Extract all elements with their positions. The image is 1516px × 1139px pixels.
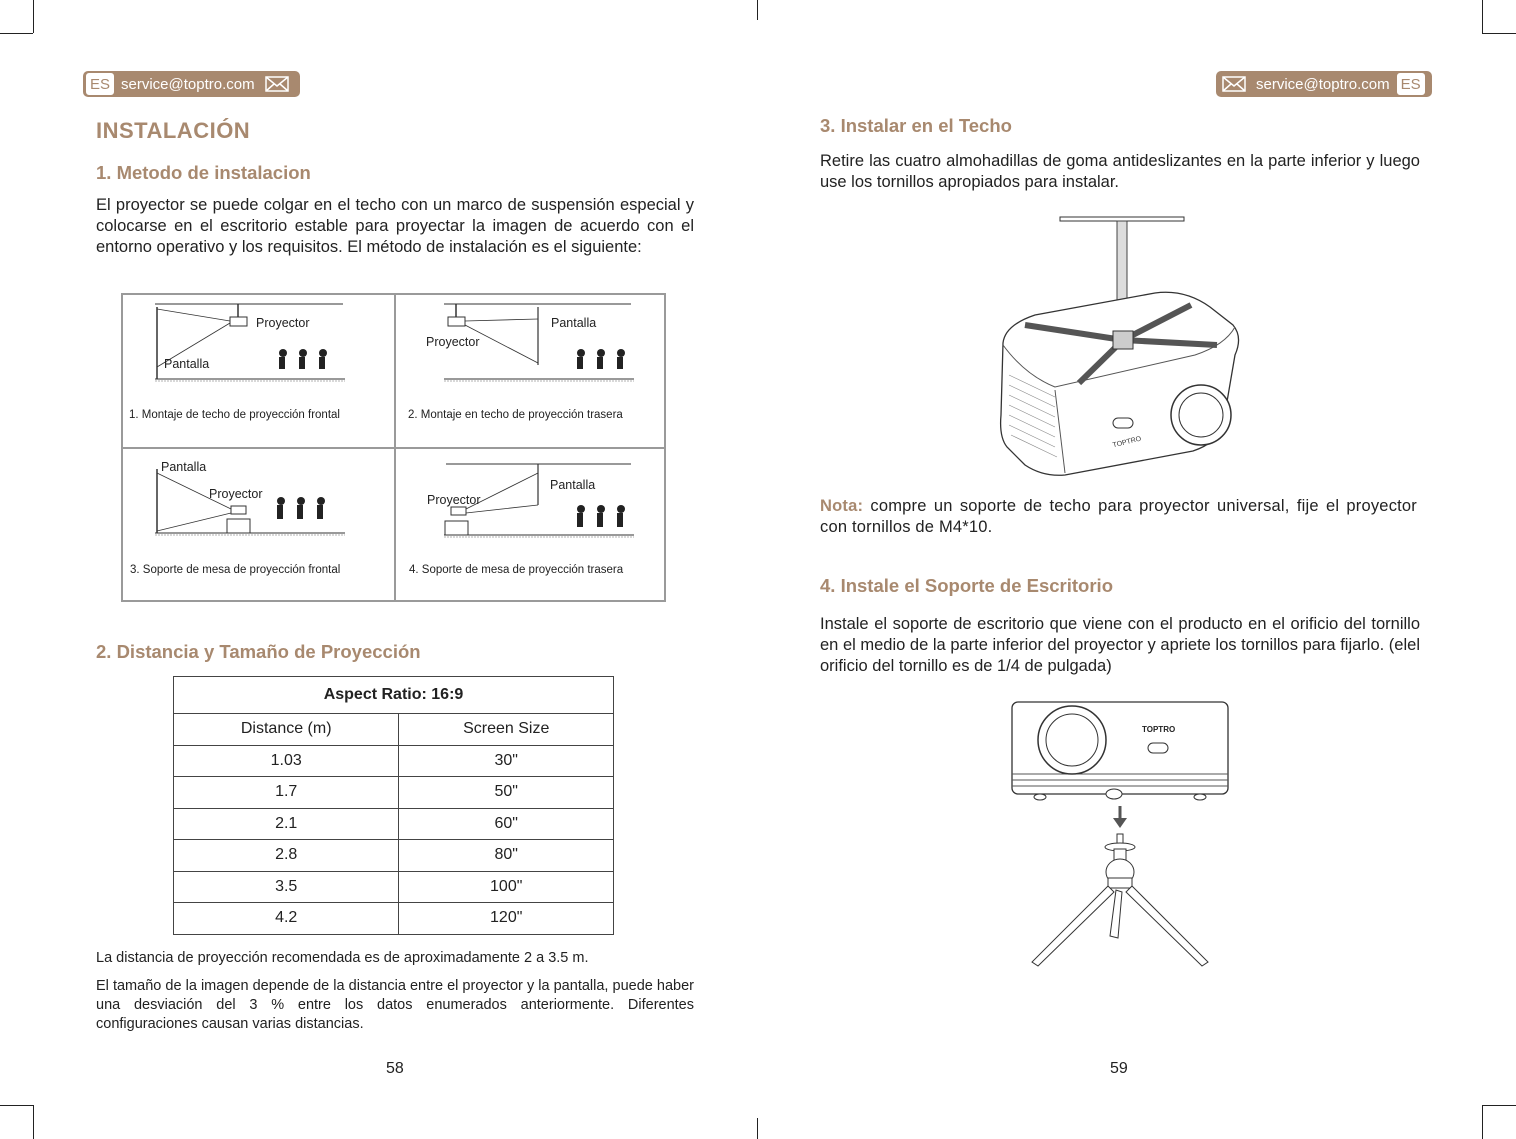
method-paragraph: El proyector se puede colgar en el techo con un marco de suspensión especial y colocarse en el escritorio estable para proyectar la imagen de acuerdo con el entorno operativo y los requisitos. El método de instalación es el siguiente: [96, 196, 694, 256]
support-email[interactable]: service@toptro.com [121, 75, 255, 93]
header-email-badge-left [83, 71, 300, 97]
table-row [174, 777, 614, 809]
page-number-left: 58 [386, 1060, 404, 1077]
diagram-table-rear [396, 449, 666, 601]
crop-mark [1482, 0, 1483, 33]
recommended-distance-note: La distancia de proyección recomendada es de aproximadamente 2 a 3.5 m. [96, 950, 589, 966]
brand-mark: TOPTRO [1142, 725, 1176, 734]
crop-mark [33, 0, 34, 33]
crop-mark [1482, 1105, 1516, 1106]
column-header-screen-size: Screen Size [399, 714, 614, 746]
diagram-caption: 4. Soporte de mesa de proyección trasera [409, 564, 624, 576]
distance-size-table [173, 676, 614, 935]
distance-cell: 2.8 [174, 840, 399, 872]
column-header-distance: Distance (m) [174, 714, 399, 746]
section-heading-desk: 4. Instale el Soporte de Escritorio [820, 575, 1114, 596]
desk-paragraph: Instale el soporte de escritorio que viene con el producto en el orificio del tornillo en el medio de la parte inferior del proyector y apriete los tornillos para fijarlo. (elel orificio del tornillo es de 1/4 de pulgada) [820, 615, 1420, 675]
table-title: Aspect Ratio: 16:9 [174, 677, 614, 714]
envelope-icon [265, 76, 289, 92]
ceiling-paragraph: Retire las cuatro almohadillas de goma antideslizantes en la parte inferior y luego use los tornillos apropiados para instalar. [820, 152, 1420, 191]
crop-mark [33, 1105, 34, 1139]
diagram-caption: 2. Montaje en techo de proyección trasera [408, 409, 623, 421]
note-text: compre un soporte de techo para proyector universal, fije el proyector con tornillos de M4*10. [820, 497, 1417, 536]
ceiling-note [820, 496, 1417, 538]
size-cell: 80" [399, 840, 614, 872]
section-heading-method: 1. Metodo de instalacion [96, 162, 311, 183]
screen-label: Pantalla [550, 478, 596, 492]
diagram-ceiling-front [123, 295, 393, 447]
distance-cell: 1.7 [174, 777, 399, 809]
page-title: INSTALACIÓN [96, 118, 251, 143]
language-badge: ES [1396, 72, 1426, 96]
table-row [174, 745, 614, 777]
ceiling-mount-illustration [995, 215, 1245, 477]
screen-label: Pantalla [551, 316, 597, 330]
size-cell: 100" [399, 871, 614, 903]
size-cell: 30" [399, 745, 614, 777]
envelope-icon [1222, 76, 1246, 92]
support-email[interactable]: service@toptro.com [1256, 75, 1390, 93]
desk-stand-illustration [1010, 700, 1230, 972]
page-number-right: 59 [1110, 1060, 1128, 1077]
crop-mark [1482, 33, 1516, 34]
table-row [174, 808, 614, 840]
section-heading-ceiling: 3. Instalar en el Techo [820, 115, 1012, 136]
diagram-caption: 1. Montaje de techo de proyección frontal [129, 409, 340, 421]
section-heading-distance: 2. Distancia y Tamaño de Proyección [96, 641, 421, 662]
table-rear-illustration [396, 449, 666, 601]
language-badge: ES [85, 72, 115, 96]
crop-mark [1482, 1105, 1483, 1139]
distance-cell: 3.5 [174, 871, 399, 903]
screen-label: Pantalla [161, 460, 207, 474]
diagram-ceiling-rear [396, 295, 666, 447]
crop-mark [0, 33, 33, 34]
crop-mark [0, 1105, 33, 1106]
distance-cell: 4.2 [174, 903, 399, 935]
svg-text:TOPTRO: TOPTRO [1112, 435, 1142, 450]
projector-label: Proyector [427, 493, 481, 507]
diagram-caption: 3. Soporte de mesa de proyección frontal [130, 564, 341, 576]
screen-label: Pantalla [164, 357, 210, 371]
size-cell: 120" [399, 903, 614, 935]
note-label: Nota: [820, 497, 864, 515]
size-cell: 60" [399, 808, 614, 840]
diagram-table-front [123, 449, 393, 601]
ceiling-rear-illustration [396, 295, 666, 447]
installation-methods-grid [121, 293, 666, 602]
crop-mark [757, 0, 758, 20]
table-row [174, 840, 614, 872]
projector-label: Proyector [426, 335, 480, 349]
header-email-badge-right [1216, 71, 1432, 97]
projector-label: Proyector [256, 316, 310, 330]
table-row [174, 903, 614, 935]
deviation-note: El tamaño de la imagen depende de la distancia entre el proyector y la pantalla, puede haber una desviación del 3 % entre los datos enumerados anteriormente. Diferentes configuraciones causan varias distancias. [96, 978, 694, 1032]
crop-mark [757, 1118, 758, 1139]
distance-cell: 2.1 [174, 808, 399, 840]
table-row [174, 871, 614, 903]
size-cell: 50" [399, 777, 614, 809]
distance-cell: 1.03 [174, 745, 399, 777]
projector-label: Proyector [209, 487, 263, 501]
